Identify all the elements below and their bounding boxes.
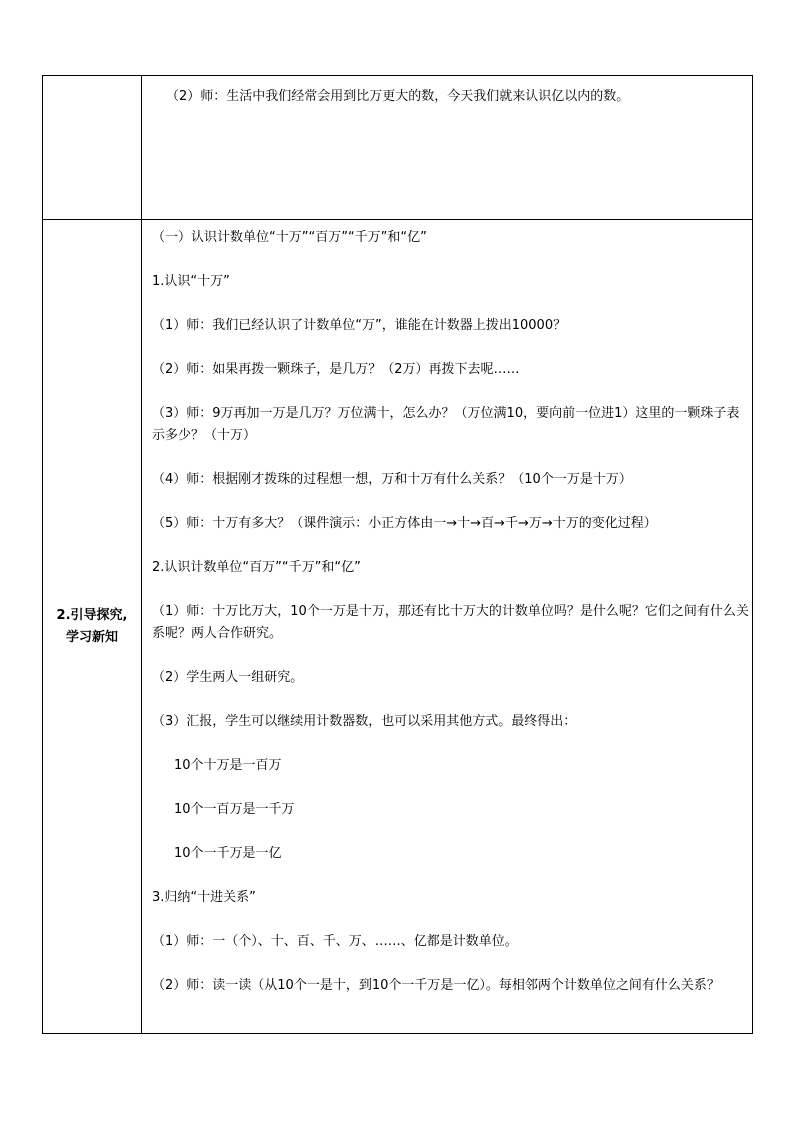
conclusion-line: 10个一千万是一亿	[174, 846, 282, 861]
section-heading: （一）认识计数单位“十万”“百万”“千万”和“亿”	[152, 230, 427, 245]
subsection-heading-2: 2.认识计数单位“百万”“千万”和“亿”	[152, 560, 361, 575]
paragraph: （1）师：我们已经认识了计数单位“万”，谁能在计数器上拨出10000？	[152, 318, 567, 333]
section-label-line2: 学习新知	[65, 629, 118, 645]
paragraph: （1）师：十万比万大，10个一万是十万，那还有比十万大的计数单位吗？是什么呢？它们之间有什么关系呢？两人合作研究。	[152, 604, 749, 641]
intro-paragraph: （2）师：生活中我们经常会用到比万更大的数，今天我们就来认识亿以内的数。	[166, 89, 630, 104]
top-left-cell	[43, 76, 142, 220]
section-label-line1: 2.引导探究,	[56, 607, 128, 623]
paragraph: （2）师：如果再拨一颗珠子，是几万？（2万）再拨下去呢……	[152, 362, 520, 377]
subsection-heading-3: 3.归纳“十进关系”	[152, 890, 256, 905]
top-right-cell	[142, 76, 753, 220]
conclusion-line: 10个十万是一百万	[174, 758, 282, 773]
table-row	[43, 220, 753, 1034]
paragraph: （3）汇报，学生可以继续用计数器数，也可以采用其他方式。最终得出：	[152, 714, 577, 729]
paragraph: （2）学生两人一组研究。	[152, 670, 304, 685]
paragraph: （4）师：根据刚才拨珠的过程想一想，万和十万有什么关系？（10个一万是十万）	[152, 472, 632, 487]
lesson-plan-table	[42, 75, 753, 1034]
paragraph: （1）师：一（个）、十、百、千、万、……、亿都是计数单位。	[152, 934, 518, 949]
subsection-heading-1: 1.认识“十万”	[152, 274, 230, 289]
paragraph: （5）师：十万有多大？（课件演示：小正方体由一→十→百→千→万→十万的变化过程）	[152, 516, 657, 531]
section-label-cell	[43, 220, 142, 1034]
conclusion-line: 10个一百万是一千万	[174, 802, 295, 817]
table-row	[43, 76, 753, 220]
paragraph: （2）师：读一读（从10个一是十，到10个一千万是一亿）。每相邻两个计数单位之间有什么关系？	[152, 978, 720, 993]
main-content-cell	[142, 220, 753, 1034]
paragraph: （3）师：9万再加一万是几万？万位满十，怎么办？（万位满10，要向前一位进1）这里的一颗珠子表示多少？（十万）	[152, 406, 740, 443]
